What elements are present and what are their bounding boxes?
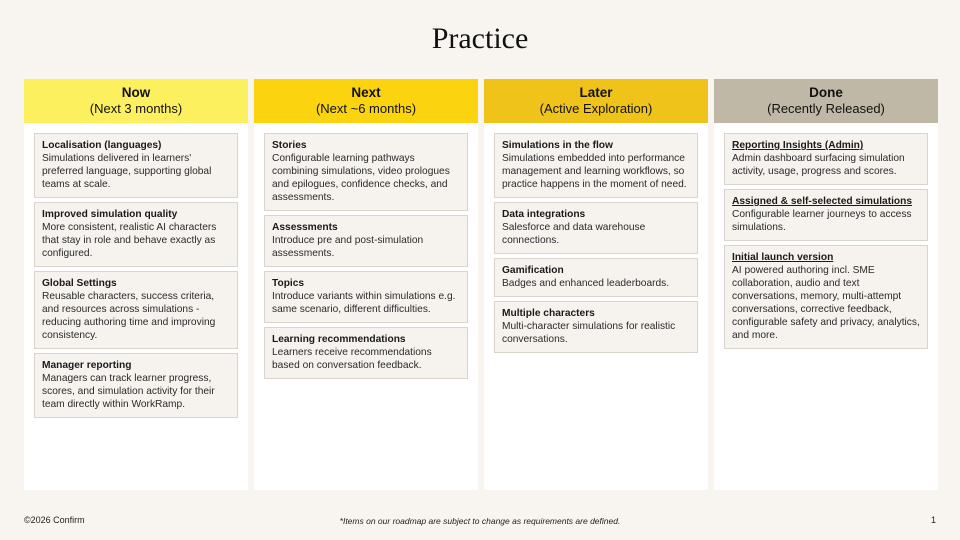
card-title: Topics: [272, 278, 305, 289]
column-done: [714, 79, 938, 490]
card-title: Data integrations: [502, 209, 586, 220]
roadmap-card: [724, 189, 928, 241]
roadmap-card: [264, 133, 468, 211]
column-header: [484, 79, 708, 123]
card-text: Configurable learning pathways combining simulations, video prologues and epilogues, confidence checks, and assessments.: [272, 153, 450, 203]
card-text: Configurable learner journeys to access simulations.: [732, 209, 912, 233]
card-text: Managers can track learner progress, scores, and simulation activity for their team directly within WorkRamp.: [42, 373, 215, 410]
column-subtitle: (Next ~6 months): [315, 101, 417, 116]
column-subtitle: (Next 3 months): [89, 101, 183, 116]
card-title: Global Settings: [42, 278, 117, 289]
column-title: Done: [809, 85, 843, 100]
card-text: Learners receive recommendations based on conversation feedback.: [272, 347, 432, 371]
column-later: [484, 79, 708, 490]
card-title: Stories: [272, 140, 307, 151]
roadmap-card: [264, 327, 468, 379]
card-text: Multi-character simulations for realistic conversations.: [502, 321, 676, 345]
card-text: Simulations delivered in learners' preferred language, supporting global teams at scale.: [42, 153, 212, 190]
column-title: Now: [121, 85, 151, 100]
roadmap-card: [494, 133, 698, 198]
column-header: [254, 79, 478, 123]
card-title: Assigned & self-selected simulations: [732, 196, 913, 207]
card-text: Simulations embedded into performance management and learning workflows, so practice happens in the moment of need.: [502, 153, 687, 190]
card-title: Initial launch version: [732, 252, 834, 263]
roadmap-card: [724, 245, 928, 349]
column-body: [714, 123, 938, 490]
card-text: Salesforce and data warehouse connections.: [502, 222, 646, 246]
card-text: More consistent, realistic AI characters that stay in role and behave exactly as configured.: [42, 222, 217, 259]
card-text: AI powered authoring incl. SME collaboration, audio and text conversations, memory, multi-attempt conversations, corrective feedback, configurable safety and privacy, analytics, and more.: [732, 265, 920, 341]
card-title: Learning recommendations: [272, 334, 406, 345]
disclaimer: *Items on our roadmap are subject to change as requirements are defined.: [339, 516, 621, 526]
roadmap-columns: [24, 79, 938, 490]
column-body: [24, 123, 248, 490]
card-text: Reusable characters, success criteria, and resources across simulations - reducing authoring time and improving consistency.: [42, 291, 216, 341]
card-title: Improved simulation quality: [42, 209, 178, 220]
column-header: [24, 79, 248, 123]
column-body: [254, 123, 478, 490]
roadmap-card: [494, 301, 698, 353]
card-title: Simulations in the flow: [502, 140, 613, 151]
roadmap-card: [34, 353, 238, 418]
copyright: ©2026 Confirm: [24, 515, 85, 525]
roadmap-card: [34, 271, 238, 349]
column-header: [714, 79, 938, 123]
card-title: Manager reporting: [42, 360, 132, 371]
column-title: Next: [351, 85, 381, 100]
card-title: Gamification: [502, 265, 564, 276]
roadmap-card: [264, 215, 468, 267]
card-text: Admin dashboard surfacing simulation activity, usage, progress and scores.: [732, 153, 905, 177]
card-title: Reporting Insights (Admin): [732, 140, 864, 151]
column-body: [484, 123, 708, 490]
column-subtitle: (Recently Released): [767, 101, 885, 116]
card-text: Badges and enhanced leaderboards.: [502, 278, 670, 289]
roadmap-card: [34, 133, 238, 198]
roadmap-card: [34, 202, 238, 267]
column-subtitle: (Active Exploration): [539, 101, 653, 116]
page-title: Practice: [431, 22, 529, 55]
roadmap-card: [264, 271, 468, 323]
page-number: 1: [930, 515, 936, 525]
card-text: Introduce variants within simulations e.g. same scenario, different difficulties.: [272, 291, 456, 315]
roadmap-card: [494, 258, 698, 297]
column-now: [24, 79, 248, 490]
column-title: Later: [579, 85, 613, 100]
card-title: Localisation (languages): [42, 140, 162, 151]
card-title: Multiple characters: [502, 308, 595, 319]
card-title: Assessments: [272, 222, 338, 233]
roadmap-card: [724, 133, 928, 185]
card-text: Introduce pre and post-simulation assessments.: [272, 235, 424, 259]
column-next: [254, 79, 478, 490]
roadmap-card: [494, 202, 698, 254]
